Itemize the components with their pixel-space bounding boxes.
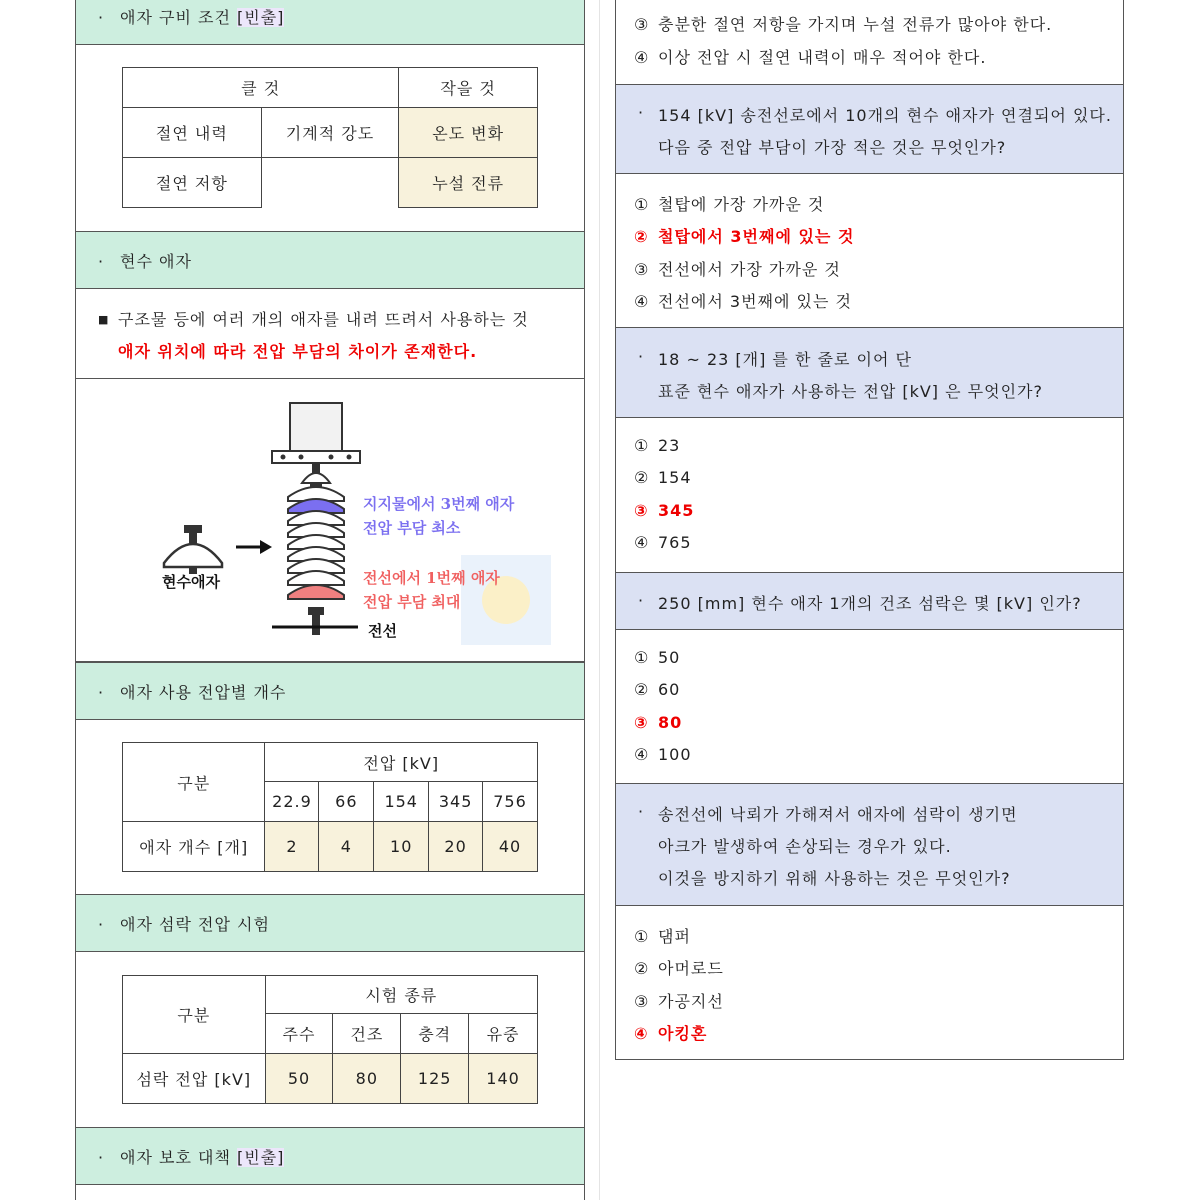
bullet: · (98, 8, 105, 27)
question-header: · 154 [kV] 송전선로에서 10개의 현수 애자가 연결되어 있다. 다음 중 전압 부담이 가장 적은 것은 무엇인가? (616, 84, 1123, 174)
section-title: 애자 보호 대책 (120, 1148, 231, 1167)
table-head: 전압 [kV] (265, 743, 538, 782)
question-header: · 송전선에 낙뢰가 가해져서 애자에 섬락이 생기면 아크가 발생하여 손상되는 경우가 있다. 이것을 방지하기 위해 사용하는 것은 무엇인가? (616, 783, 1123, 906)
answer-option: ③ 전선에서 가장 가까운 것 (634, 260, 841, 279)
table-cell: 50 (265, 1054, 333, 1104)
single-insulator-label: 현수애자 (162, 573, 220, 591)
frequent-tag: [빈출] (237, 8, 285, 27)
bullet: · (98, 1148, 105, 1167)
table-cell: 절연 내력 (123, 108, 262, 158)
answer-option: ① 댐퍼 (634, 927, 691, 946)
answer-list (616, 418, 1123, 573)
description-line: 구조물 등에 여러 개의 애자를 내려 뜨려서 사용하는 것 (118, 310, 529, 329)
section-header-suspension-insulator (76, 231, 584, 289)
insulator-diagram (76, 379, 584, 661)
table-cell: 140 (469, 1054, 538, 1104)
question-continuation (616, 0, 1123, 85)
table-head: 구분 (123, 743, 265, 822)
answer-option: ④ 전선에서 3번째에 있는 것 (634, 292, 852, 311)
answer-option: ① 50 (634, 648, 681, 667)
table-cell: 20 (429, 822, 483, 872)
question-text: 다음 중 전압 부담이 가장 적은 것은 무엇인가? (658, 138, 1007, 157)
voltage-count-table (122, 742, 538, 872)
table-cell: 125 (401, 1054, 469, 1104)
max-burden-label: 전선에서 1번째 애자 (363, 569, 500, 587)
question-header: · 18 ~ 23 [개] 를 한 줄로 이어 단 표준 현수 애자가 사용하는 전압 [kV] 은 무엇인가? (616, 327, 1123, 418)
answer-option: ④ 100 (634, 745, 692, 764)
table-cell: 충격 (401, 1014, 469, 1054)
table-cell: 2 (265, 822, 319, 872)
frequent-tag: [빈출] (237, 1148, 285, 1167)
min-burden-label: 지지물에서 3번째 애자 (363, 495, 515, 513)
table-cell: 누설 전류 (399, 158, 538, 208)
section-header-flashover-test (76, 894, 584, 952)
suspension-insulator-figure (76, 379, 584, 662)
section-title: 애자 섬락 전압 시험 (120, 915, 270, 934)
bullet: · (98, 915, 105, 934)
answer-list (616, 174, 1123, 328)
answer-option-correct: ② 철탑에서 3번째에 있는 것 (634, 227, 855, 246)
suspension-description (76, 289, 584, 379)
answer-option: ④ 765 (634, 533, 692, 552)
table-cell: 345 (429, 782, 483, 822)
question-text: 송전선에 낙뢰가 가해져서 애자에 섬락이 생기면 (658, 805, 1018, 824)
table-cell: 756 (483, 782, 538, 822)
table-cell: 22.9 (265, 782, 319, 822)
description-emphasis: 애자 위치에 따라 전압 부담의 차이가 존재한다. (118, 342, 478, 361)
bullet: · (98, 252, 105, 271)
pole-icon (290, 403, 342, 455)
table-cell: 절연 저항 (123, 158, 262, 208)
question-text: 250 [mm] 현수 애자 1개의 건조 섬락은 몇 [kV] 인가? (658, 594, 1082, 613)
max-burden-disc (288, 585, 344, 599)
table-cell: 주수 (265, 1014, 333, 1054)
table-row-label: 애자 개수 [개] (123, 822, 265, 872)
table-head: 구분 (123, 976, 266, 1054)
left-column (75, 0, 585, 1200)
table-head-larger: 클 것 (123, 68, 399, 108)
min-burden-label: 전압 부담 최소 (363, 519, 461, 537)
flashover-table (122, 975, 538, 1104)
table-head-smaller: 작을 것 (399, 68, 538, 108)
table-cell: 66 (319, 782, 374, 822)
question-text: 154 [kV] 송전선로에서 10개의 현수 애자가 연결되어 있다. (658, 106, 1112, 125)
requirements-table (122, 67, 538, 208)
answer-option-correct: ③ 80 (634, 713, 683, 732)
section-header-insulator-count (76, 662, 584, 720)
table-cell: 기계적 강도 (261, 108, 399, 158)
square-bullet-icon: ■ (98, 313, 110, 326)
answer-option: ② 60 (634, 680, 681, 699)
max-burden-label: 전압 부담 최대 (363, 593, 461, 611)
table-cell: 온도 변화 (399, 108, 538, 158)
bullet: · (98, 683, 105, 702)
answer-option: ② 154 (634, 468, 692, 487)
question-text: 아크가 발생하여 손상되는 경우가 있다. (658, 837, 952, 856)
right-column (615, 0, 1124, 1060)
question-text: 표준 현수 애자가 사용하는 전압 [kV] 은 무엇인가? (658, 382, 1043, 401)
table-cell: 유중 (469, 1014, 538, 1054)
table-cell: 4 (319, 822, 374, 872)
answer-option-correct: ③ 345 (634, 501, 695, 520)
section-title: 애자 구비 조건 (120, 8, 231, 27)
answer-option-correct: ④ 아킹혼 (634, 1024, 708, 1043)
answer-option: ① 철탑에 가장 가까운 것 (634, 195, 825, 214)
answer-list (616, 906, 1123, 1060)
table-cell-empty (261, 158, 399, 208)
table-row-label: 섬락 전압 [kV] (123, 1054, 266, 1104)
single-suspension-insulator-icon (164, 525, 222, 574)
answer-option: ② 아머로드 (634, 959, 724, 978)
table-cell: 154 (374, 782, 429, 822)
question-text: 이것을 방지하기 위해 사용하는 것은 무엇인가? (658, 869, 1011, 888)
section-title: 현수 애자 (120, 252, 192, 271)
table-cell: 건조 (333, 1014, 401, 1054)
answer-option: ③ 가공지선 (634, 992, 724, 1011)
table-cell: 40 (483, 822, 538, 872)
table-cell: 10 (374, 822, 429, 872)
table-cell: 80 (333, 1054, 401, 1104)
section-title: 애자 사용 전압별 개수 (120, 683, 287, 702)
answer-list (616, 630, 1123, 784)
section-header-protection (76, 1127, 584, 1185)
answer-option: ① 23 (634, 436, 681, 455)
page-gutter-divider (599, 0, 600, 1200)
table-head: 시험 종류 (265, 976, 537, 1014)
wire-label: 전선 (368, 622, 397, 640)
insulator-string-icon (288, 483, 344, 599)
section-header-insulator-requirements (76, 0, 584, 45)
question-header: · 250 [mm] 현수 애자 1개의 건조 섬락은 몇 [kV] 인가? (616, 572, 1123, 630)
answer-option: ④ 이상 전압 시 절연 내력이 매우 적어야 한다. (634, 48, 987, 67)
question-text: 18 ~ 23 [개] 를 한 줄로 이어 단 (658, 350, 912, 369)
answer-option: ③ 충분한 절연 저항을 가지며 누설 전류가 많아야 한다. (634, 15, 1053, 34)
